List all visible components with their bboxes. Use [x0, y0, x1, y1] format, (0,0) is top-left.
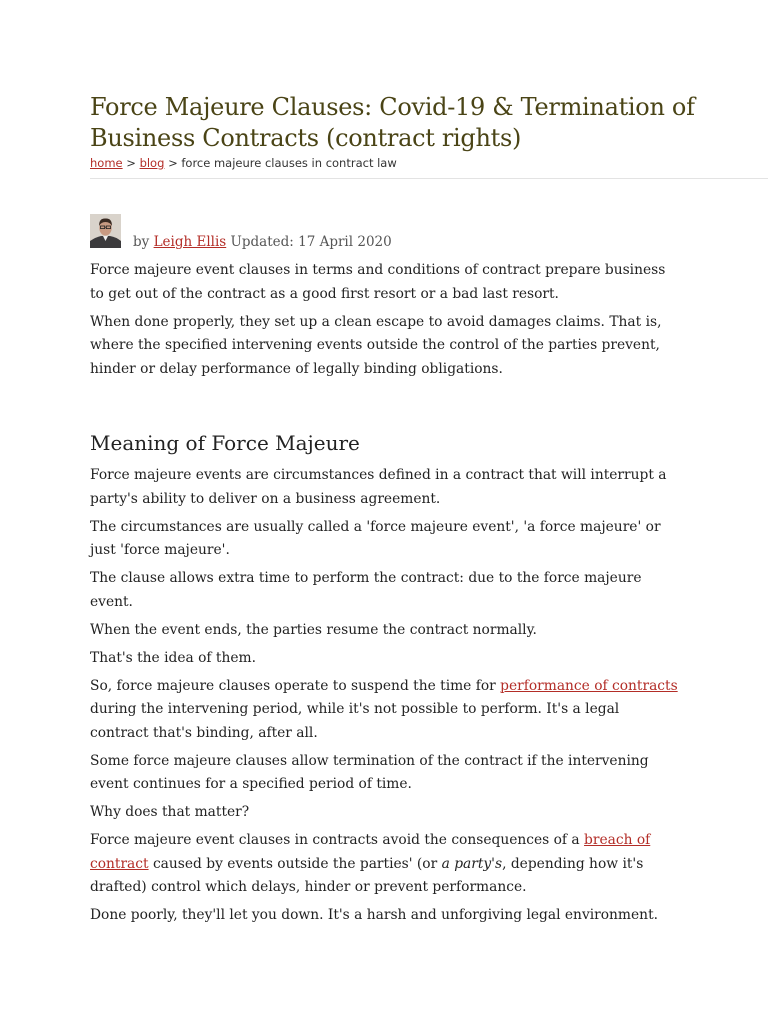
intro-paragraph: Force majeure event clauses in terms and conditions of contract prepare business to get out of the contract as a good first resort or a bad last resort.	[90, 262, 666, 302]
section-heading: Meaning of Force Majeure	[90, 431, 360, 455]
header-divider	[90, 178, 768, 179]
intro-paragraph: When done properly, they set up a clean escape to avoid damages claims. That is, where the specified intervening events outside the control of the parties prevent, hinder or delay performance of legally binding obligations.	[90, 313, 662, 377]
breadcrumb-current: force majeure clauses in contract law	[181, 156, 397, 170]
updated-date: Updated: 17 April 2020	[230, 234, 392, 250]
breadcrumb	[90, 156, 730, 170]
body-paragraph: Why does that matter?	[90, 804, 250, 820]
paragraph-text: caused by events outside the parties' (or	[148, 855, 442, 872]
byline-by: by	[133, 234, 150, 250]
body-paragraph: When the event ends, the parties resume the contract normally.	[90, 621, 537, 638]
body-paragraph: Force majeure events are circumstances defined in a contract that will interrupt a party's ability to deliver on a business agreement.	[90, 467, 667, 507]
performance-of-contracts-link[interactable]: performance of contracts	[500, 677, 678, 694]
author-photo-icon	[90, 214, 121, 248]
body-paragraph: The circumstances are usually called a 'force majeure event', 'a force majeure' or just 'force majeure'.	[90, 518, 661, 558]
body-paragraph: That's the idea of them.	[90, 649, 256, 666]
body-paragraph: Done poorly, they'll let you down. It's a harsh and unforgiving legal environment.	[90, 907, 658, 923]
byline-text	[133, 234, 392, 250]
breadcrumb-separator: >	[126, 156, 136, 170]
author-link[interactable]: Leigh Ellis	[153, 234, 227, 250]
paragraph-text: Force majeure event clauses in contracts avoid the consequences of a	[90, 832, 585, 848]
author-avatar[interactable]	[90, 214, 121, 248]
breadcrumb-home-link[interactable]: home	[90, 156, 123, 170]
breadcrumb-blog-link[interactable]: blog	[139, 156, 165, 170]
breach-of-contract-link[interactable]: breach of contract	[90, 832, 651, 872]
paragraph-text: , depending how it's drafted) control which delays, hinder or prevent performance.	[90, 855, 644, 895]
article-body	[90, 259, 680, 932]
body-paragraph: Some force majeure clauses allow termination of the contract if the intervening event continues for a specified period of time.	[90, 752, 649, 792]
paragraph-text: So, force majeure clauses operate to suspend the time for	[90, 677, 501, 694]
body-paragraph	[90, 829, 680, 900]
paragraph-text: during the intervening period, while it's not possible to perform. It's a legal contract that's binding, after all.	[90, 701, 620, 741]
byline	[90, 214, 392, 248]
breadcrumb-separator: >	[168, 156, 178, 170]
page-title: Force Majeure Clauses: Covid-19 & Termination of Business Contracts (contract rights)	[90, 93, 695, 152]
article-header	[90, 92, 730, 170]
body-paragraph	[90, 675, 680, 746]
emphasis-text: a party's	[441, 855, 503, 872]
body-paragraph: The clause allows extra time to perform the contract: due to the force majeure event.	[90, 570, 642, 610]
